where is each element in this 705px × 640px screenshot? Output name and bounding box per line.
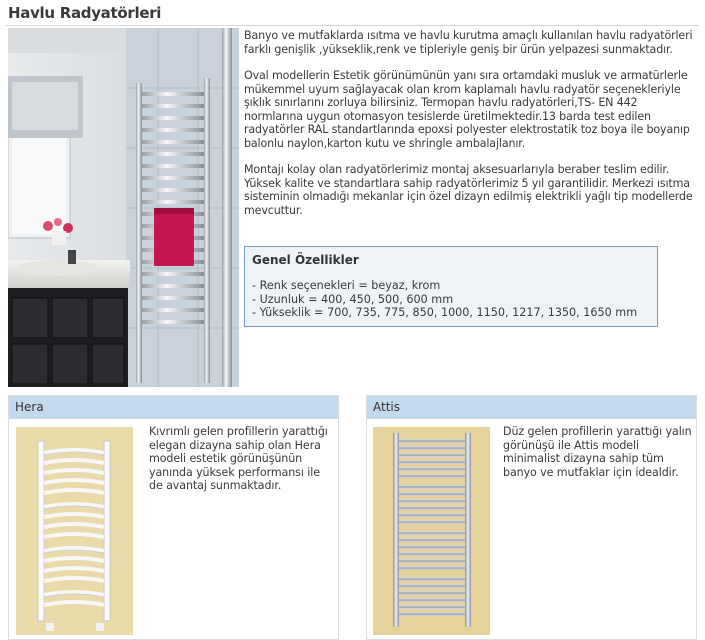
product-card-header[interactable]: Attis bbox=[367, 396, 696, 419]
specs-title: Genel Özellikler bbox=[252, 253, 359, 267]
intro-text bbox=[244, 29, 699, 230]
intro-paragraph-1: Banyo ve mutfaklarda ısıtma ve havlu kurutma amaçlı kullanılan havlu radyatörleri farklı genişlik ,yükseklik,renk ve tipleriyle geniş bir ürün yelpazesi sunmaktadır. bbox=[244, 29, 693, 56]
title-divider bbox=[6, 25, 699, 26]
attis-description: Düz gelen profillerin yarattığı yalın görünüşü ile Attis modeli minimalist dizayna sahip tüm banyo ve mutfaklar için idealdir. bbox=[503, 425, 692, 479]
product-card-attis[interactable] bbox=[366, 395, 697, 640]
hera-description: Kıvrımlı gelen profillerin yarattığı elegan dizayna sahip olan Hera modeli estetik görünüşünün yanında yüksek performansı ile de avantaj sunmaktadır. bbox=[149, 425, 328, 492]
general-specs-box bbox=[244, 246, 658, 327]
product-card-header[interactable]: Hera bbox=[9, 396, 338, 419]
spec-colors: - Renk seçenekleri = beyaz, krom bbox=[252, 279, 441, 292]
product-card-hera[interactable] bbox=[8, 395, 339, 640]
hera-radiator-photo[interactable] bbox=[16, 427, 133, 635]
bathroom-scene-illustration bbox=[8, 28, 239, 387]
attis-radiator-photo[interactable] bbox=[373, 427, 490, 635]
hera-radiator-illustration bbox=[16, 427, 133, 635]
spec-height: - Yükseklik = 700, 735, 775, 850, 1000, 1150, 1217, 1350, 1650 mm bbox=[252, 306, 638, 319]
intro-paragraph-3: Montajı kolay olan radyatörlerimiz montaj aksesuarlarıyla beraber teslim edilir. Yüksek kalite ve standartlara sahip radyatörlerimiz 5 yıl garantilidir. Merkezi ısıtma sisteminin olmadığı mekanlar için özel dizayn edilmiş elektrikli yağlı tip modellerde mevcuttur. bbox=[244, 163, 693, 217]
spec-length: - Uzunluk = 400, 450, 500, 600 mm bbox=[252, 292, 454, 306]
page-title: Havlu Radyatörleri bbox=[8, 4, 162, 22]
intro-paragraph-2: Oval modellerin Estetik görünümünün yanı sıra ortamdaki musluk ve armatürlerle mükemmel uyum sağlayacak olan krom kaplamalı havlu radyatör seçenekleriyle şıklık sınırlarını zorluya bilirsiniz. Termopan havlu radyatörleri,TS- EN 442 normlarına uygun otomasyon tesislerde üretilmektedir.13 barda test edilen radyatörler RAL standartlarında epoxsi polyester elektrostatik toz boya ile boyanıp balonlu naylon,karton kutu ve shringle ambalajlanır. bbox=[244, 69, 690, 150]
attis-radiator-illustration bbox=[373, 427, 490, 635]
bathroom-radiator-photo bbox=[8, 28, 239, 387]
